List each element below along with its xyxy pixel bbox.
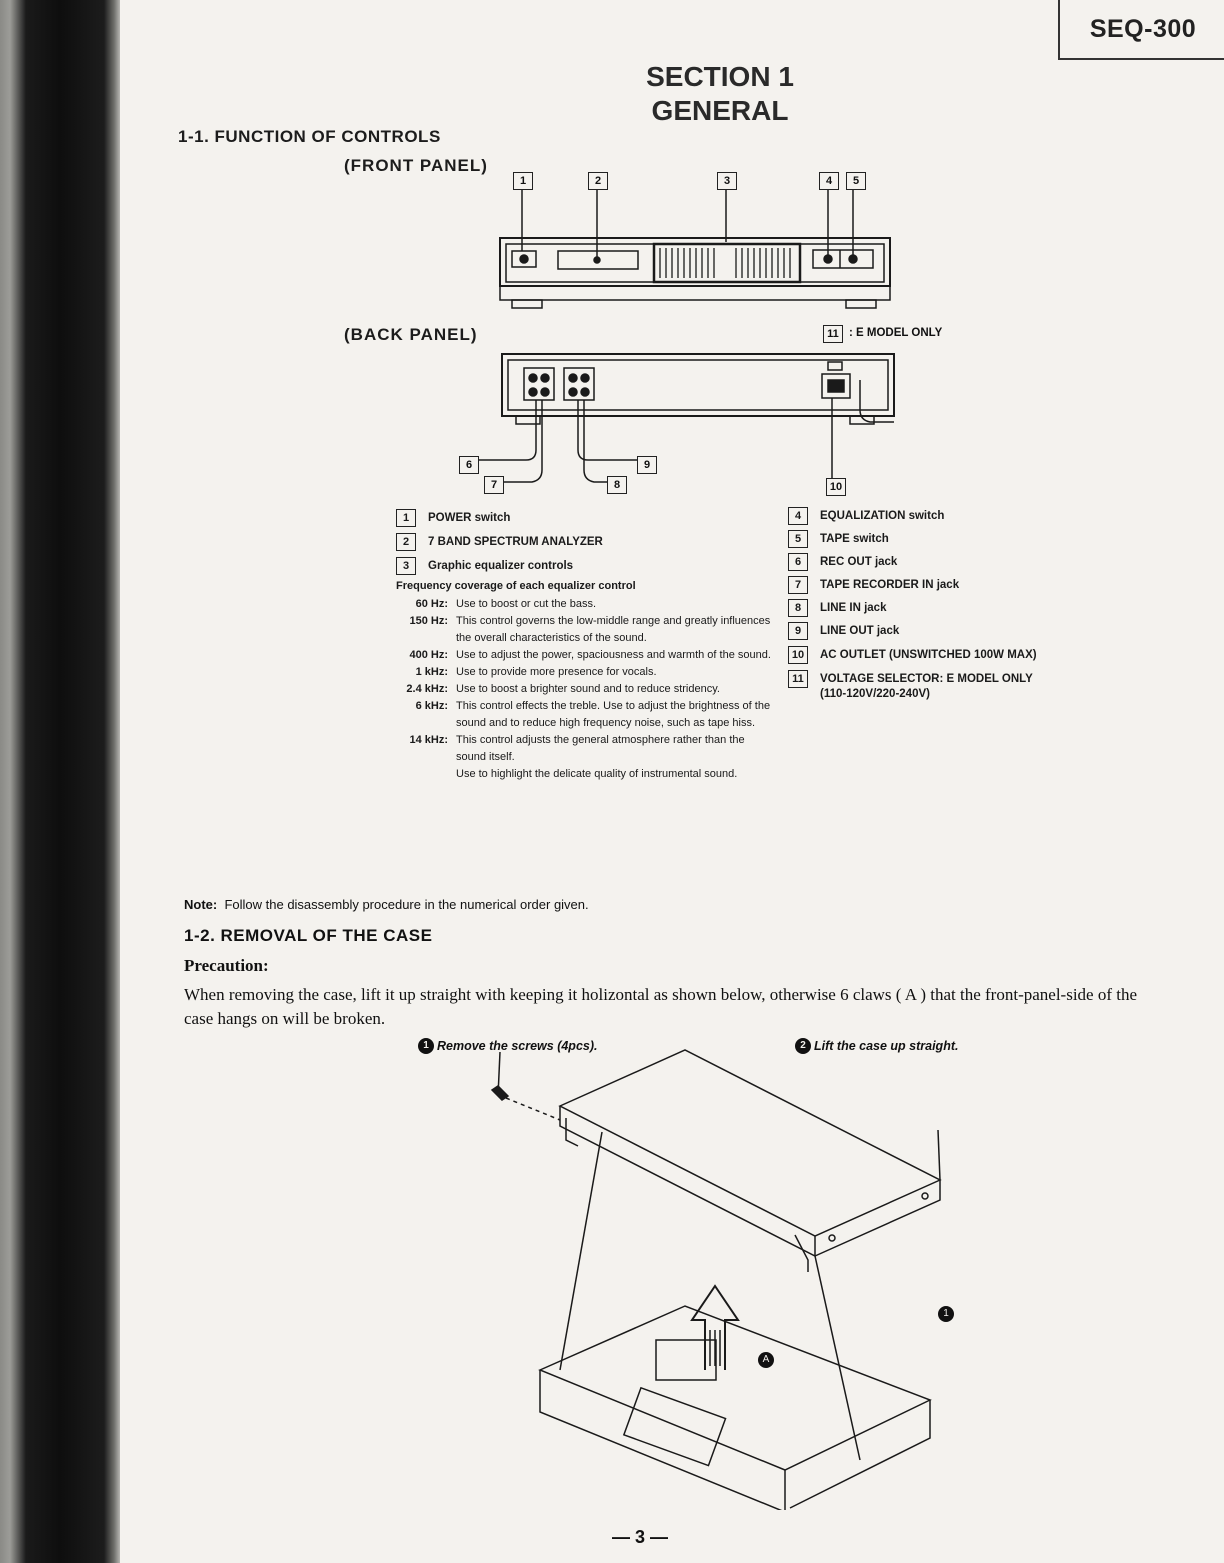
legend-label: TAPE switch xyxy=(820,533,889,545)
legend-label: LINE IN jack xyxy=(820,602,887,614)
legend-number: 11 xyxy=(788,670,808,688)
page-number: — 3 — xyxy=(612,1527,669,1547)
frequency-key xyxy=(396,766,456,783)
frequency-desc: Use to boost a brighter sound and to reduce stridency. xyxy=(456,683,720,695)
callout-1: 1 xyxy=(513,172,533,190)
legend-item xyxy=(788,599,886,617)
legend-item xyxy=(396,533,603,551)
frequency-key: 14 kHz: xyxy=(409,734,448,746)
step2-number: 2 xyxy=(795,1038,811,1054)
frequency-row xyxy=(396,681,776,698)
model-label-box xyxy=(1058,0,1224,60)
legend-item xyxy=(396,557,573,575)
legend-label: EQUALIZATION switch xyxy=(820,510,945,522)
note-line xyxy=(184,897,589,912)
legend-number: 7 xyxy=(788,576,808,594)
step1-number: 1 xyxy=(418,1038,434,1054)
legend-number: 8 xyxy=(788,599,808,617)
legend-number: 2 xyxy=(396,533,416,551)
heading-1-2: 1-2. REMOVAL OF THE CASE xyxy=(184,926,433,945)
frequency-key: 6 kHz: xyxy=(415,700,448,712)
section-number: SECTION 1 xyxy=(646,61,794,92)
frequency-desc: Use to adjust the power, spaciousness and warmth of the sound. xyxy=(456,649,771,661)
frequency-row xyxy=(396,613,776,647)
legend-label: REC OUT jack xyxy=(820,556,898,568)
callout-4: 4 xyxy=(819,172,839,190)
frequency-row xyxy=(396,647,776,664)
e-model-note: : E MODEL ONLY xyxy=(849,327,943,339)
legend-item xyxy=(396,509,510,527)
frequency-desc: This control adjusts the general atmosphere rather than the sound itself. xyxy=(456,734,745,763)
legend-number: 10 xyxy=(788,646,808,664)
callout-6: 6 xyxy=(459,456,479,474)
front-panel-label: (FRONT PANEL) xyxy=(344,156,488,175)
frequency-desc: Use to highlight the delicate quality of instrumental sound. xyxy=(456,768,738,780)
heading-1-1: 1-1. FUNCTION OF CONTROLS xyxy=(178,127,441,146)
legend-number: 5 xyxy=(788,530,808,548)
frequency-row xyxy=(396,698,776,732)
claw-marker: A xyxy=(758,1352,774,1368)
model-label: SEQ-300 xyxy=(1089,14,1197,43)
legend-item xyxy=(788,507,944,525)
legend-label: VOLTAGE SELECTOR: E MODEL ONLY xyxy=(820,673,1033,685)
case-removal-illustration xyxy=(470,1040,980,1510)
book-spine-shadow xyxy=(0,0,120,1563)
frequency-desc: Use to provide more presence for vocals. xyxy=(456,666,657,678)
back-panel-diagram xyxy=(450,340,910,500)
legend-label: POWER switch xyxy=(428,512,511,524)
section-title: GENERAL xyxy=(651,95,789,126)
frequency-row xyxy=(396,766,776,783)
frequency-desc: This control governs the low-middle range and greatly influences the overall characteristics of the sound. xyxy=(456,615,771,644)
precaution-text: When removing the case, lift it up straight with keeping it holizontal as shown below, otherwise 6 claws ( A ) that the front-panel-side of the case hangs on will be broken. xyxy=(184,985,1138,1028)
step2-text: Lift the case up straight. xyxy=(814,1039,959,1053)
step1-marker-right: 1 xyxy=(938,1306,954,1322)
frequency-key: 2.4 kHz: xyxy=(406,683,448,695)
callout-3: 3 xyxy=(717,172,737,190)
legend-label: 7 BAND SPECTRUM ANALYZER xyxy=(428,536,603,548)
voltage-range: (110-120V/220-240V) xyxy=(820,688,930,700)
legend-label: TAPE RECORDER IN jack xyxy=(820,579,960,591)
frequency-row xyxy=(396,596,776,613)
frequency-desc: Use to boost or cut the bass. xyxy=(456,598,597,610)
frequency-key: 60 Hz: xyxy=(415,598,448,610)
legend-number: 4 xyxy=(788,507,808,525)
precaution-title: Precaution: xyxy=(184,956,269,975)
frequency-coverage xyxy=(396,580,776,783)
step1-text: Remove the screws (4pcs). xyxy=(437,1039,598,1053)
legend-label: LINE OUT jack xyxy=(820,625,900,637)
callout-9: 9 xyxy=(637,456,657,474)
callout-8: 8 xyxy=(607,476,627,494)
legend-number: 6 xyxy=(788,553,808,571)
note-text: Follow the disassembly procedure in the numerical order given. xyxy=(224,897,589,912)
callout-2: 2 xyxy=(588,172,608,190)
legend-label: AC OUTLET (UNSWITCHED 100W MAX) xyxy=(820,649,1037,661)
frequency-desc: This control effects the treble. Use to adjust the brightness of the sound and to reduce high frequency noise, such as tape hiss. xyxy=(456,700,771,729)
frequency-row xyxy=(396,732,776,766)
frequency-heading: Frequency coverage of each equalizer control xyxy=(396,580,636,592)
callout-10: 10 xyxy=(826,478,846,496)
legend-item xyxy=(788,622,899,640)
legend-item xyxy=(788,530,889,548)
back-panel-label: (BACK PANEL) xyxy=(344,325,478,344)
frequency-row xyxy=(396,664,776,681)
callout-7: 7 xyxy=(484,476,504,494)
frequency-key: 150 Hz: xyxy=(409,615,448,627)
legend-item xyxy=(788,576,959,594)
frequency-key: 400 Hz: xyxy=(409,649,448,661)
legend-number: 9 xyxy=(788,622,808,640)
note-label: Note: xyxy=(184,897,218,912)
callout-5: 5 xyxy=(846,172,866,190)
legend-item xyxy=(788,670,1033,688)
legend-number: 3 xyxy=(396,557,416,575)
legend-item xyxy=(788,553,897,571)
section-heading xyxy=(560,60,880,128)
legend-item xyxy=(788,646,1037,664)
legend-label: Graphic equalizer controls xyxy=(428,560,574,572)
callout-11: 11 xyxy=(823,325,843,343)
frequency-key: 1 kHz: xyxy=(415,666,448,678)
legend-number: 1 xyxy=(396,509,416,527)
